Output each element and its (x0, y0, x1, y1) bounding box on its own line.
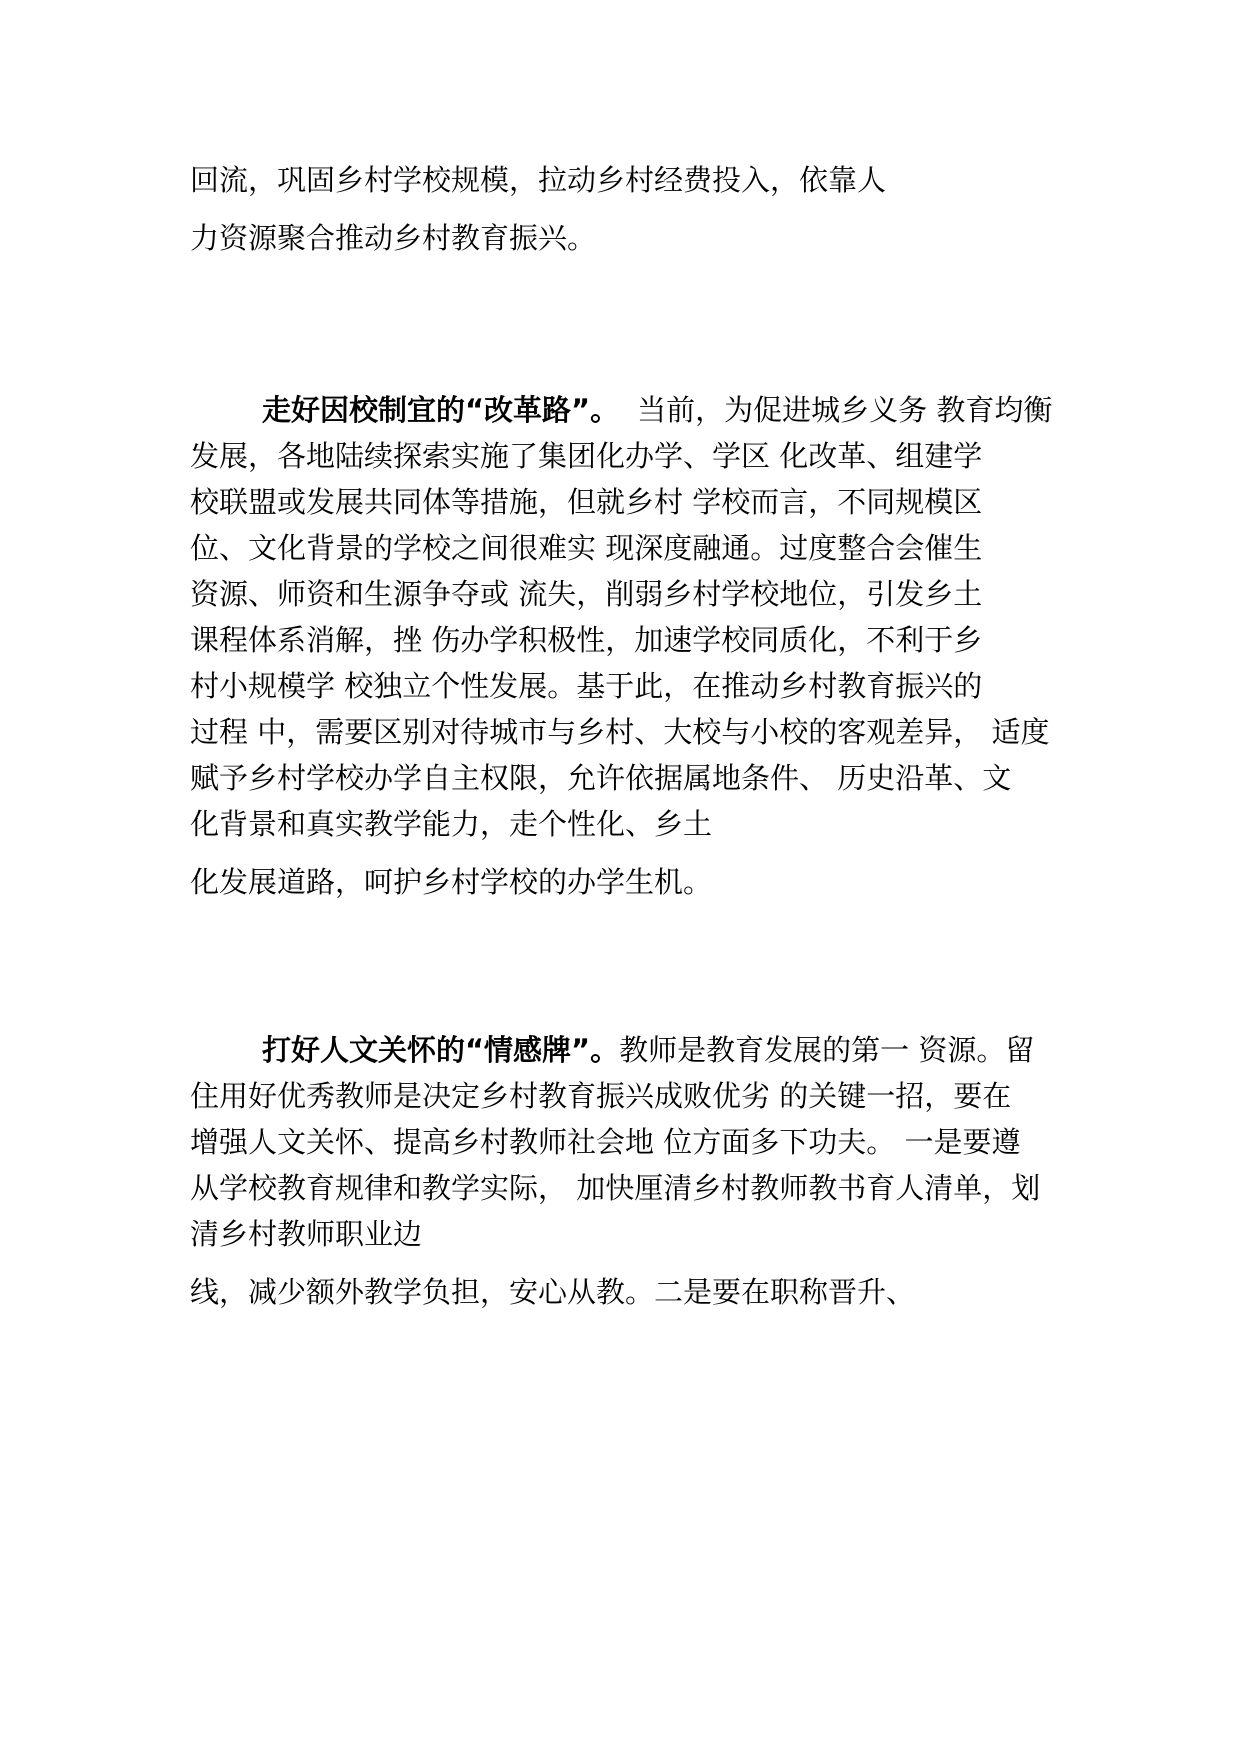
paragraph-line: 位、文化背景的学校之间很难实 现深度融通。过度整合会催生 (190, 531, 983, 565)
paragraph-line: 课程体系消解，挫 伤办学积极性，加速学校同质化，不利于乡 (190, 623, 983, 657)
paragraph-line: 增强人文关怀、提高乡村教师社会地 位方面多下功夫。 一是要遵 (190, 1125, 1021, 1159)
paragraph-line: 化背景和真实教学能力，走个性化、乡土 (190, 807, 713, 841)
paragraph-first-line (262, 390, 1052, 430)
paragraph-line: 村小规模学 校独立个性发展。基于此，在推动乡村教育振兴的 (190, 669, 983, 703)
paragraph-line: 发展，各地陆续探索实施了集团化办学、学区 化改革、组建学 (190, 439, 983, 473)
section-heading: 打好人文关怀的“情感牌”。 (262, 1033, 620, 1067)
paragraph-text: 教师是教育发展的第一 资源。留 (619, 1033, 1035, 1067)
paragraph-line: 力资源聚合推动乡村教育振兴。 (190, 221, 597, 255)
paragraph-line: 化发展道路，呵护乡村学校的办学生机。 (190, 865, 713, 899)
paragraph-line: 校联盟或发展共同体等措施，但就乡村 学校而言，不同规模区 (190, 485, 983, 519)
paragraph-line: 回流，巩固乡村学校规模，拉动乡村经费投入，依靠人 (190, 163, 887, 197)
paragraph-line: 清乡村教师职业边 (190, 1217, 423, 1251)
paragraph-line: 资源、师资和生源争夺或 流失，削弱乡村学校地位，引发乡土 (190, 577, 983, 611)
paragraph-first-line (262, 1030, 1034, 1070)
paragraph-text: 当前，为促进城乡义务 教育均衡 (637, 393, 1053, 427)
paragraph-line: 线，减少额外教学负担，安心从教。二是要在职称晋升、 (190, 1275, 916, 1309)
section-heading: 走好因校制宜的“改革路”。 (262, 393, 620, 427)
paragraph-line: 从学校教育规律和教学实际， 加快厘清乡村教师教书育人清单，划 (190, 1171, 1041, 1205)
paragraph-line: 住用好优秀教师是决定乡村教育振兴成败优劣 的关键一招，要在 (190, 1079, 1012, 1113)
paragraph-line: 过程 中，需要区别对待城市与乡村、大校与小校的客观差异， 适度 (190, 715, 1050, 749)
paragraph-line: 赋予乡村学校办学自主权限，允许依据属地条件、 历史沿革、文 (190, 761, 1012, 795)
